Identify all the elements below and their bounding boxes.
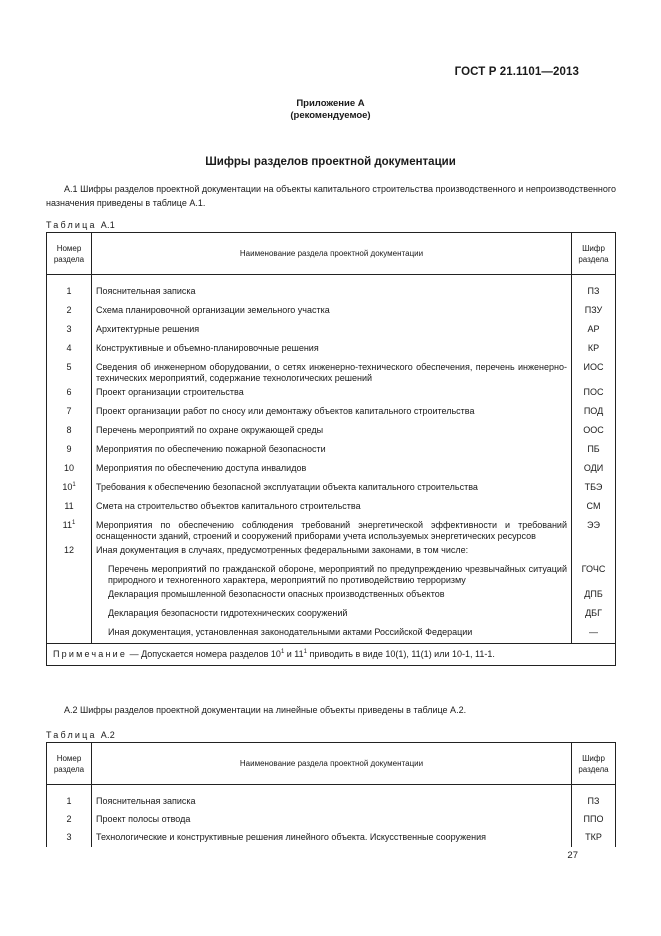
table-row <box>47 811 616 829</box>
appendix-subtitle: (рекомендуемое) <box>290 110 371 121</box>
row-number-cell <box>47 340 92 359</box>
table-spacer-row <box>47 785 616 794</box>
table2-body <box>47 785 616 848</box>
table2-caption-label: Таблица <box>46 730 97 740</box>
row-number-superscript: 1 <box>72 482 76 488</box>
row-name: Проект организации строительства <box>92 384 572 403</box>
table1-caption-label: Таблица <box>46 220 97 230</box>
row-number: 11 <box>62 520 72 530</box>
row-number-cell <box>47 498 92 517</box>
row-number: 6 <box>66 387 72 397</box>
row-code: ТБЭ <box>572 479 616 498</box>
row-code: ПЗУ <box>572 302 616 321</box>
row-number-cell <box>47 460 92 479</box>
table-row <box>47 321 616 340</box>
row-code: ПОС <box>572 384 616 403</box>
note-superscript-1: 1 <box>280 648 285 655</box>
row-name: Перечень мероприятий по охране окружающей среды <box>92 422 572 441</box>
row-name: Мероприятия по обеспечению доступа инвалидов <box>92 460 572 479</box>
row-number-cell <box>47 561 92 586</box>
subrow-code: — <box>572 624 616 643</box>
row-number-cell <box>47 605 92 624</box>
row-name: Конструктивные и объемно-планировочные решения <box>92 340 572 359</box>
note-text-c: приводить в виде 10(1), 11(1) или 10-1, 11-1. <box>307 648 495 659</box>
table-spacer-row <box>47 275 616 284</box>
row-number: 4 <box>66 343 72 353</box>
row-name: Проект полосы отвода <box>92 811 572 829</box>
row-name: Архитектурные решения <box>92 321 572 340</box>
table2-caption <box>46 730 115 740</box>
table-row <box>47 359 616 384</box>
row-number-cell <box>47 283 92 302</box>
table-subrow <box>47 624 616 643</box>
spacer-cell <box>92 275 572 284</box>
note-superscript-2: 1 <box>303 648 307 655</box>
row-number: 10 <box>63 463 74 473</box>
row-code: ПЗ <box>572 793 616 811</box>
row-code: ПОД <box>572 403 616 422</box>
row-number: 9 <box>66 444 72 454</box>
table-a1 <box>46 232 616 666</box>
row-number: 3 <box>47 829 92 847</box>
paragraph-a1-text: А.1 Шифры разделов проектной документации на объекты капитального строительства производственного и непроизводственного назначения приведены в таблице А.1. <box>46 184 616 208</box>
table-row <box>47 479 616 498</box>
table1-caption-number: А.1 <box>100 220 116 230</box>
table-row <box>47 340 616 359</box>
table-subrow <box>47 561 616 586</box>
subrow-name: Перечень мероприятий по гражданской обороне, мероприятий по предупреждению чрезвычайных ситуаций природного и техногенного характера, мероприятий по противодействию терроризму <box>92 561 572 586</box>
table2-caption-number: А.2 <box>100 730 116 740</box>
row-name: Проект организации работ по сносу или демонтажу объектов капитального строительства <box>92 403 572 422</box>
note-label: Примечание <box>53 648 128 659</box>
row-number: 12 <box>63 545 74 555</box>
page-number: 27 <box>567 850 578 861</box>
table-row <box>47 283 616 302</box>
subrow-code: ГОЧС <box>572 561 616 586</box>
row-number-cell <box>47 624 92 643</box>
table-row <box>47 422 616 441</box>
paragraph-a1 <box>46 182 616 210</box>
row-number: 2 <box>66 305 72 315</box>
subrow-code: ДПБ <box>572 586 616 605</box>
row-number-cell <box>47 384 92 403</box>
row-number: 1 <box>47 793 92 811</box>
row-number-cell <box>47 517 92 542</box>
subrow-code: ДБГ <box>572 605 616 624</box>
spacer-cell <box>47 275 92 284</box>
document-code: ГОСТ Р 21.1101—2013 <box>454 66 579 78</box>
row-number: 7 <box>66 406 72 416</box>
table-subrow <box>47 586 616 605</box>
table2-header-name: Наименование раздела проектной документации <box>92 743 572 785</box>
spacer-cell <box>572 785 616 794</box>
row-name: Требования к обеспечению безопасной эксплуатации объекта капитального строительства <box>92 479 572 498</box>
row-number: 8 <box>66 425 72 435</box>
row-number: 3 <box>66 324 72 334</box>
row-number: 2 <box>47 811 92 829</box>
subrow-name: Декларация промышленной безопасности опасных производственных объектов <box>92 586 572 605</box>
note-text-b: и 11 <box>284 648 304 659</box>
table-row <box>47 542 616 561</box>
table-row <box>47 302 616 321</box>
table-row <box>47 829 616 847</box>
row-number: 11 <box>64 501 74 511</box>
spacer-cell <box>47 785 92 794</box>
row-code: КР <box>572 340 616 359</box>
table-row <box>47 517 616 542</box>
row-code: АР <box>572 321 616 340</box>
table1-header-code: Шифр раздела <box>572 233 616 275</box>
row-number: 1 <box>66 286 72 296</box>
table-row <box>47 460 616 479</box>
table1-body <box>47 275 616 666</box>
subrow-name: Иная документация, установленная законодательными актами Российской Федерации <box>92 624 572 643</box>
row-number-cell <box>47 302 92 321</box>
row-number-cell <box>47 441 92 460</box>
row-code: ЭЭ <box>572 517 616 542</box>
note-text-a: — Допускается номера разделов 10 <box>127 648 281 659</box>
table2-header-number: Номер раздела <box>47 743 92 785</box>
row-code <box>572 542 616 561</box>
row-code: ООС <box>572 422 616 441</box>
spacer-cell <box>92 785 572 794</box>
row-number-cell <box>47 321 92 340</box>
row-number-cell <box>47 586 92 605</box>
subrow-name: Декларация безопасности гидротехнических сооружений <box>92 605 572 624</box>
row-number-cell <box>47 422 92 441</box>
row-name: Смета на строительство объектов капитального строительства <box>92 498 572 517</box>
row-name: Мероприятия по обеспечению пожарной безопасности <box>92 441 572 460</box>
row-code: ППО <box>572 811 616 829</box>
row-code: ИОС <box>572 359 616 384</box>
row-code: СМ <box>572 498 616 517</box>
table1-header-number: Номер раздела <box>47 233 92 275</box>
table-row <box>47 403 616 422</box>
row-code: ПБ <box>572 441 616 460</box>
row-name: Технологические и конструктивные решения линейного объекта. Искусственные сооружения <box>92 829 572 847</box>
paragraph-a2 <box>46 703 616 717</box>
spacer-cell <box>572 275 616 284</box>
row-number-superscript: 1 <box>72 520 76 526</box>
paragraph-a2-text: А.2 Шифры разделов проектной документации на линейные объекты приведены в таблице А.2. <box>64 705 467 715</box>
row-code: ОДИ <box>572 460 616 479</box>
row-code: ПЗ <box>572 283 616 302</box>
table-row <box>47 793 616 811</box>
row-number-cell <box>47 403 92 422</box>
row-name: Пояснительная записка <box>92 793 572 811</box>
row-number: 5 <box>66 362 72 372</box>
table-row <box>47 498 616 517</box>
table-a2 <box>46 742 616 847</box>
table-row <box>47 441 616 460</box>
table-row <box>47 384 616 403</box>
row-name: Пояснительная записка <box>92 283 572 302</box>
table-note <box>47 643 616 665</box>
section-title: Шифры разделов проектной документации <box>205 156 456 168</box>
table1-caption <box>46 220 115 230</box>
row-number-cell <box>47 359 92 384</box>
row-name: Схема планировочной организации земельного участка <box>92 302 572 321</box>
table-note-row <box>47 643 616 665</box>
row-code: ТКР <box>572 829 616 847</box>
row-name: Сведения об инженерном оборудовании, о сетях инженерно-технического обеспечения, перечень инженерно-технических мероприятий, содержание технологических решений <box>92 359 572 384</box>
table2-header-code: Шифр раздела <box>572 743 616 785</box>
row-name: Мероприятия по обеспечению соблюдения требований энергетической эффективности и требований оснащенности зданий, строений и сооружений приборами учета используемых энергетических ресурсов <box>92 517 572 542</box>
row-name: Иная документация в случаях, предусмотренных федеральными законами, в том числе: <box>92 542 572 561</box>
appendix-title: Приложение А <box>296 98 365 109</box>
row-number: 10 <box>62 482 73 492</box>
table-subrow <box>47 605 616 624</box>
row-number-cell <box>47 542 92 561</box>
row-number-cell <box>47 479 92 498</box>
table1-header-name: Наименование раздела проектной документации <box>92 233 572 275</box>
